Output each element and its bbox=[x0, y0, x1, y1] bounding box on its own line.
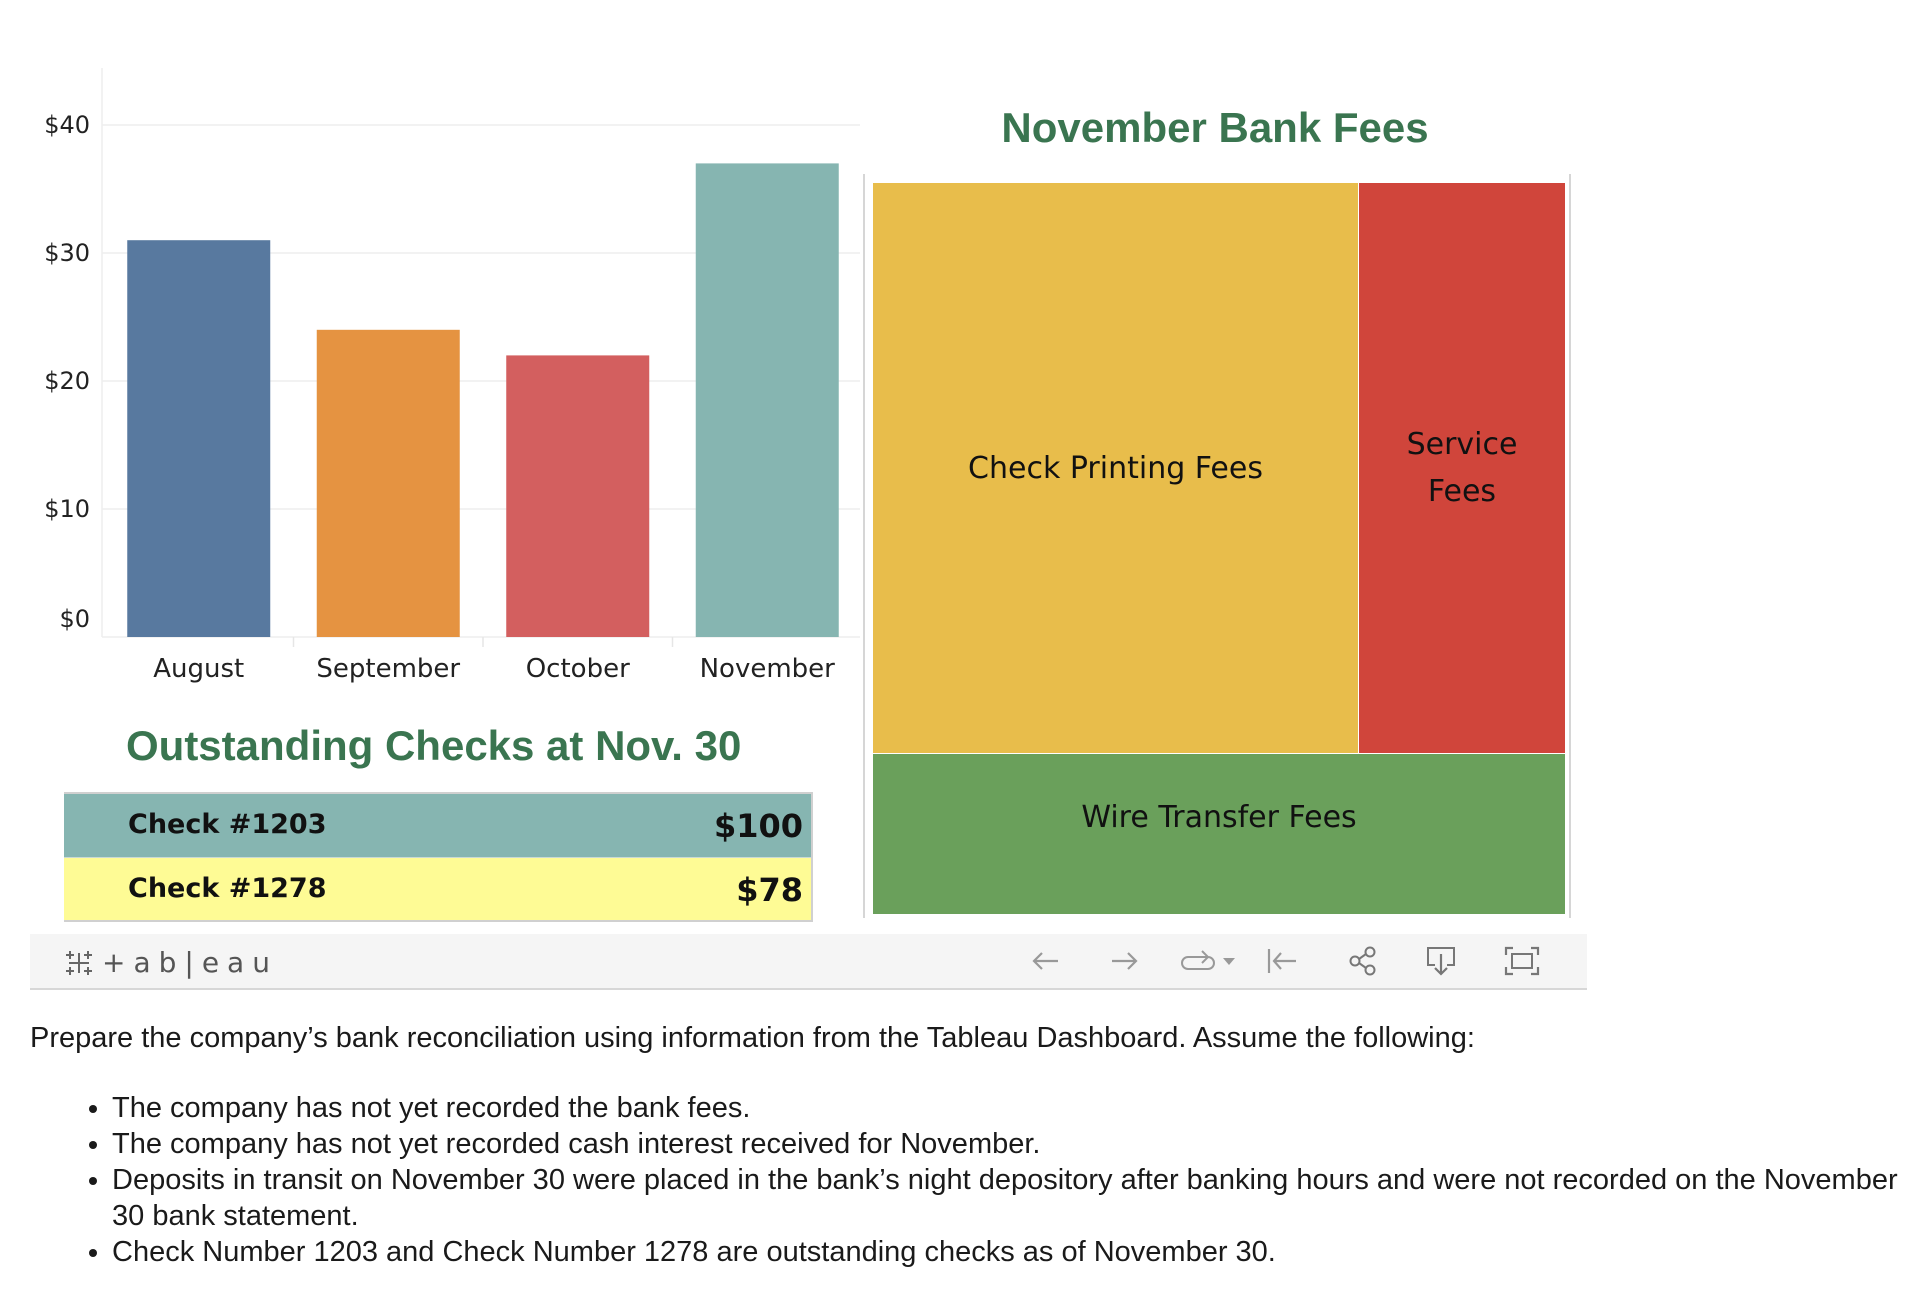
x-tick-label: October bbox=[525, 654, 630, 684]
revert-to-start-icon bbox=[1266, 947, 1298, 975]
treemap-cell-label bbox=[1407, 421, 1518, 515]
replay-icon bbox=[1178, 949, 1218, 973]
check-number: Check #1278 bbox=[128, 873, 327, 904]
list-item: • Deposits in transit on November 30 were placed in the bank’s night depository after banking hours and were not recorded on the November 30 bank statement. bbox=[112, 1162, 1912, 1234]
y-tick-label: $30 bbox=[44, 239, 90, 267]
bar-november[interactable] bbox=[696, 163, 839, 637]
x-tick-label: November bbox=[699, 654, 835, 684]
table-row[interactable] bbox=[64, 794, 811, 857]
treemap-cell-label: Wire Transfer Fees bbox=[1081, 800, 1357, 835]
y-axis-ticks bbox=[44, 111, 90, 633]
tableau-wordmark: +ab|eau bbox=[102, 946, 278, 979]
y-tick-label: $20 bbox=[44, 367, 90, 395]
x-tick-label: August bbox=[153, 654, 245, 684]
redo-arrow-icon bbox=[1110, 949, 1140, 973]
undo-arrow-icon bbox=[1030, 949, 1060, 973]
treemap-title: November Bank Fees bbox=[1001, 104, 1429, 151]
download-icon bbox=[1425, 945, 1457, 977]
treemap-cell-label-line: Fees bbox=[1427, 474, 1497, 509]
treemap-cell-check-printing-fees[interactable] bbox=[873, 183, 1358, 753]
replay-button[interactable] bbox=[1178, 943, 1218, 979]
bar-august[interactable] bbox=[127, 240, 270, 637]
bar-october[interactable] bbox=[506, 355, 649, 637]
check-number: Check #1203 bbox=[128, 809, 327, 840]
treemap-cell-wire-transfer-fees[interactable] bbox=[873, 754, 1565, 914]
list-item: • The company has not yet recorded the bank fees. bbox=[112, 1090, 1912, 1126]
x-tick-label: September bbox=[316, 654, 461, 684]
dropdown-caret-icon bbox=[1221, 955, 1237, 967]
y-tick-label: $40 bbox=[44, 111, 90, 139]
revert-button[interactable] bbox=[1262, 943, 1302, 979]
check-amount: $78 bbox=[736, 871, 803, 909]
monthly-bank-fees-bar-chart bbox=[0, 60, 870, 700]
y-tick-label: $0 bbox=[59, 605, 90, 633]
treemap-cell-label-line: Service bbox=[1406, 427, 1518, 462]
instructions-intro: Prepare the company’s bank reconciliation using information from the Tableau Dashboard. Assume the following: bbox=[30, 1022, 1475, 1054]
replay-dropdown[interactable] bbox=[1218, 943, 1240, 979]
fullscreen-button[interactable] bbox=[1502, 943, 1542, 979]
tableau-brand[interactable] bbox=[64, 946, 278, 979]
outstanding-checks-table bbox=[64, 792, 813, 922]
redo-button[interactable] bbox=[1105, 943, 1145, 979]
bar-september[interactable] bbox=[317, 330, 460, 637]
tableau-toolbar bbox=[30, 934, 1587, 990]
list-item: • The company has not yet recorded cash interest received for November. bbox=[112, 1126, 1912, 1162]
undo-button[interactable] bbox=[1025, 943, 1065, 979]
tableau-logo-icon bbox=[64, 948, 94, 978]
assumptions-list bbox=[80, 1090, 1912, 1270]
chart-bars bbox=[127, 163, 839, 637]
download-button[interactable] bbox=[1421, 943, 1461, 979]
treemap-cell-service-fees[interactable] bbox=[1359, 183, 1565, 753]
y-tick-label: $10 bbox=[44, 495, 90, 523]
table-row[interactable] bbox=[64, 857, 811, 920]
x-axis-ticks bbox=[153, 654, 835, 684]
check-amount: $100 bbox=[713, 807, 803, 845]
share-button[interactable] bbox=[1343, 943, 1383, 979]
share-icon bbox=[1348, 946, 1378, 976]
fullscreen-icon bbox=[1504, 946, 1540, 976]
list-item: • Check Number 1203 and Check Number 1278 are outstanding checks as of November 30. bbox=[112, 1234, 1912, 1270]
treemap-cell-label: Check Printing Fees bbox=[968, 450, 1263, 486]
outstanding-checks-title: Outstanding Checks at Nov. 30 bbox=[126, 722, 742, 769]
